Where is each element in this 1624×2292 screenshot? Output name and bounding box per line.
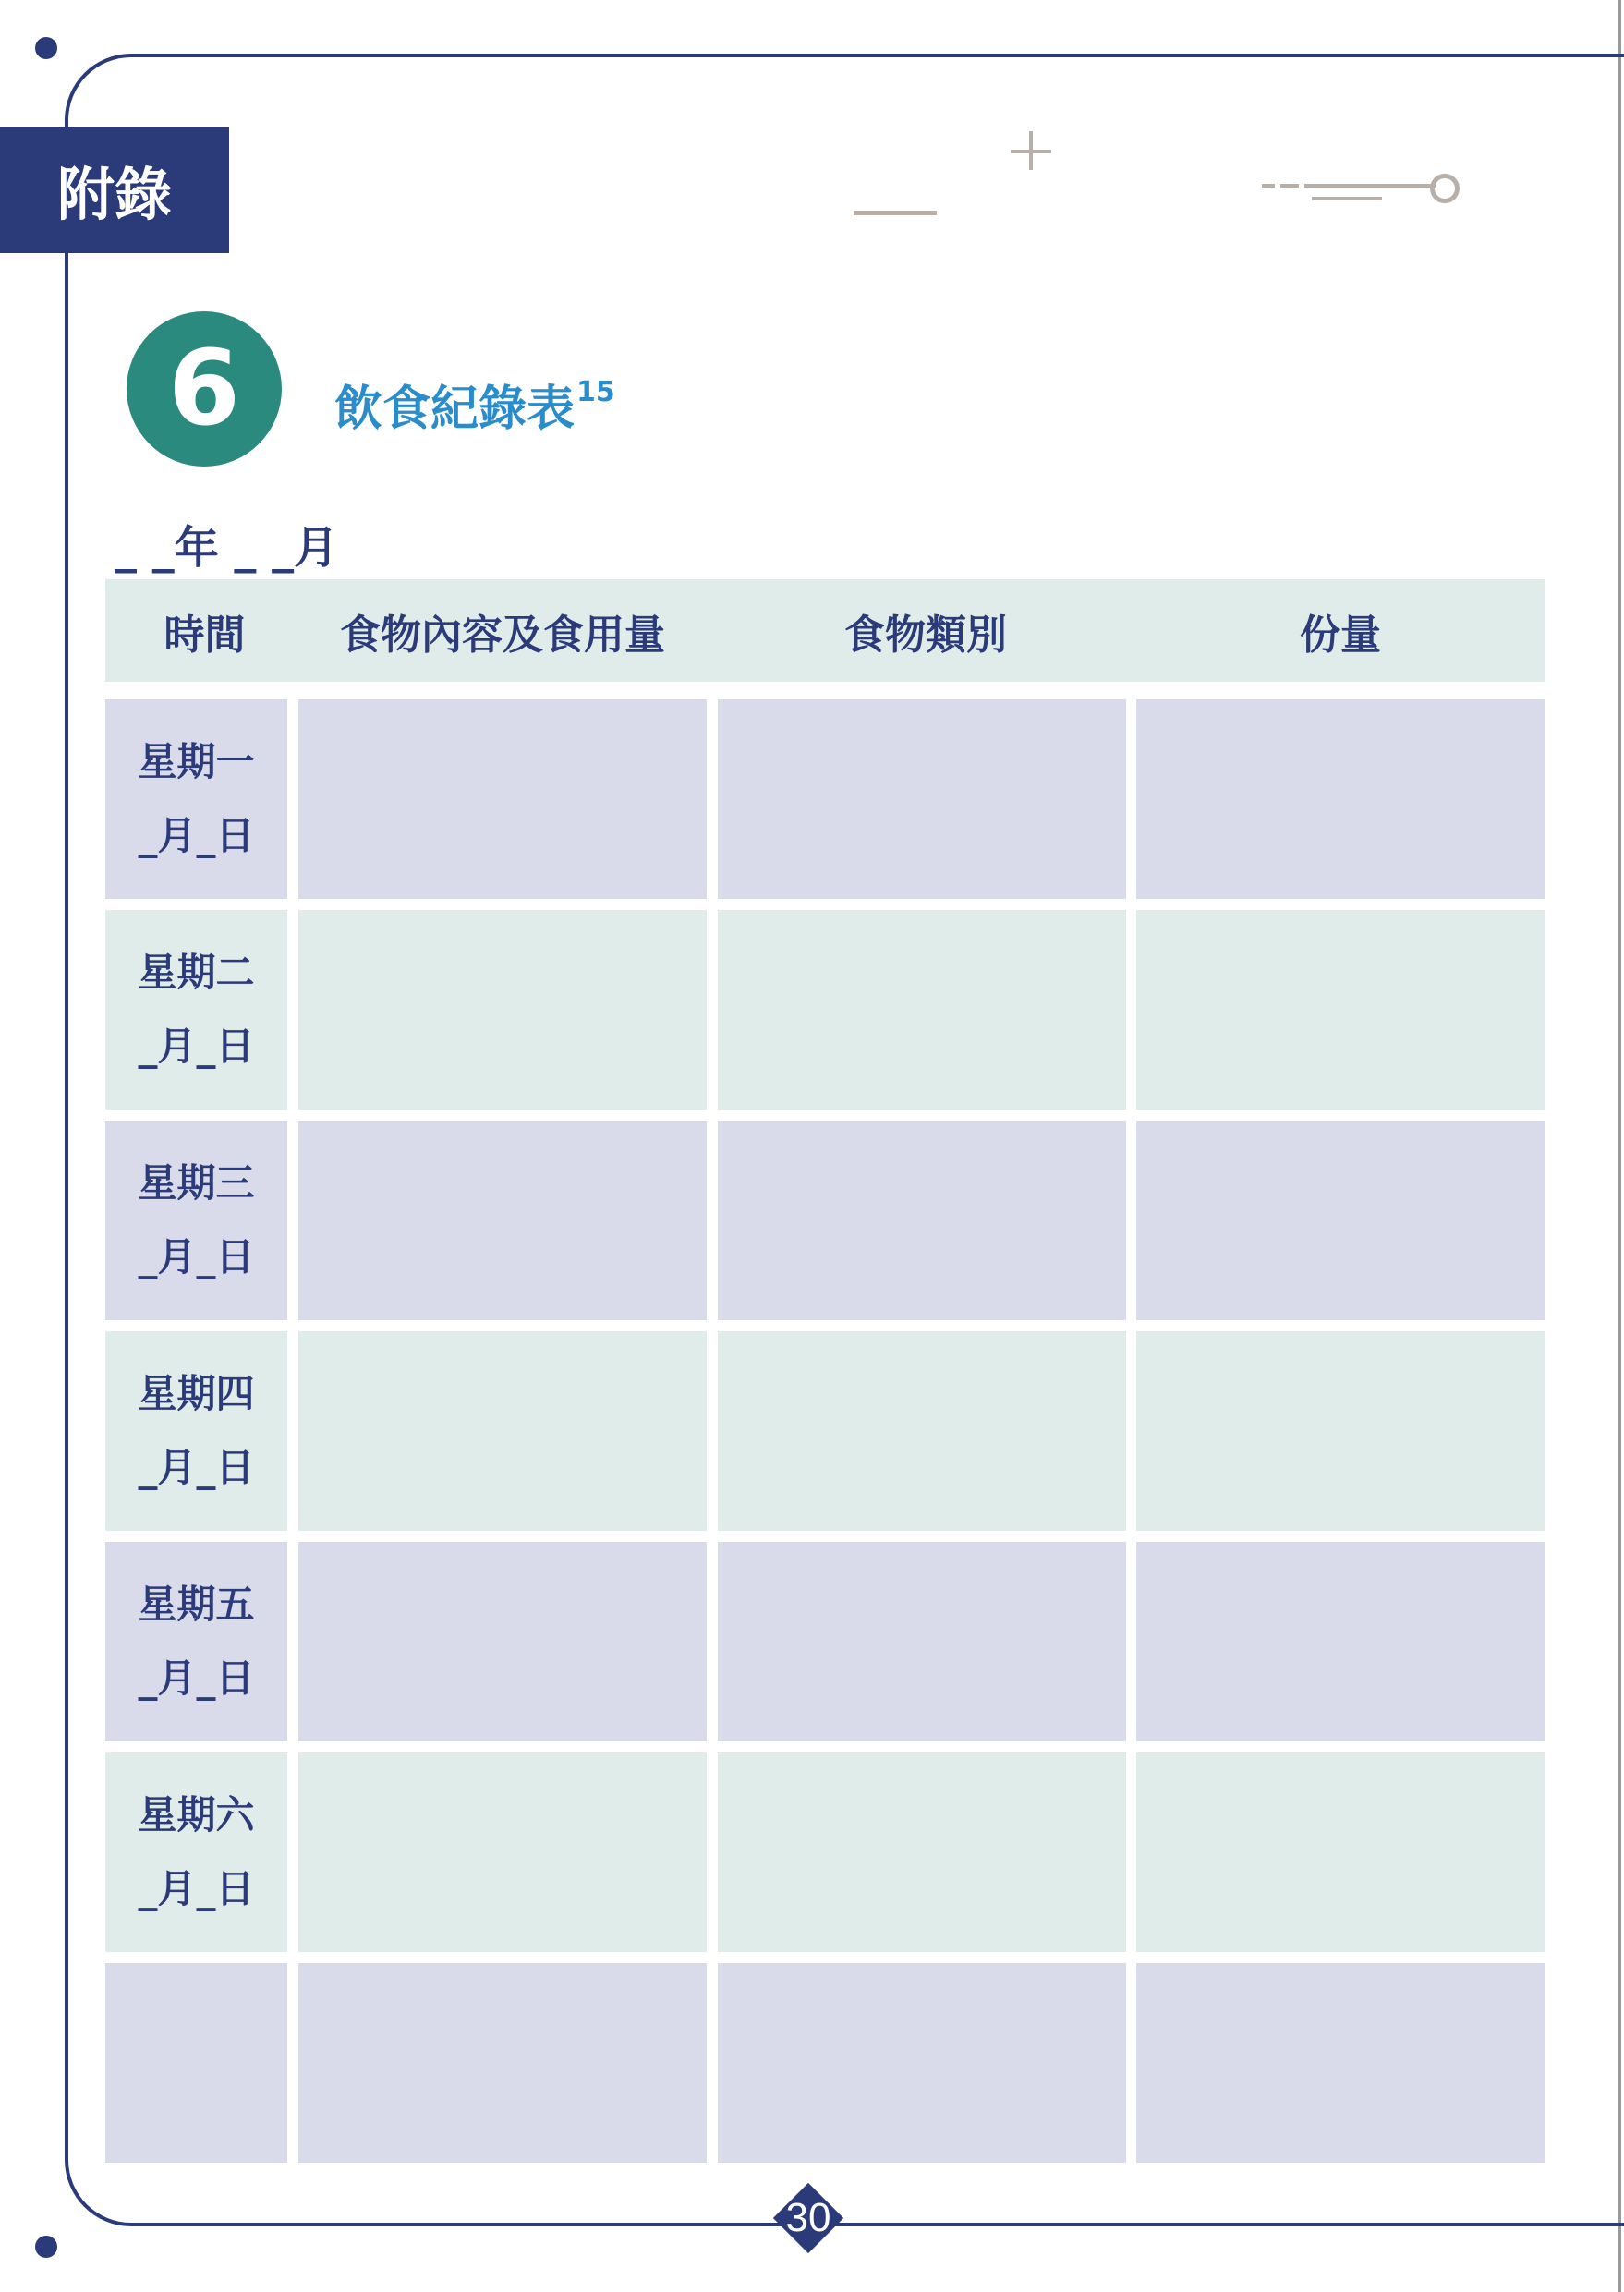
food-category-cell xyxy=(718,1121,1126,1320)
day-label: 星期六 xyxy=(138,1792,255,1837)
portion-cell xyxy=(1136,1331,1545,1531)
day-label: 星期一 xyxy=(138,739,255,784)
food-category-cell xyxy=(718,699,1126,899)
portion-cell xyxy=(1136,1121,1545,1320)
header-time: 時間 xyxy=(164,611,246,659)
table-row-day-cell xyxy=(105,910,287,1110)
deco-circle xyxy=(1430,174,1460,203)
appendix-tab: 附錄 xyxy=(0,127,229,253)
table-row-day-cell xyxy=(105,699,287,899)
food-content-cell xyxy=(298,1963,707,2163)
food-category-cell xyxy=(718,1752,1126,1952)
food-category-cell xyxy=(718,1331,1126,1531)
date-label: _月_日 xyxy=(138,1655,255,1701)
portion-cell xyxy=(1136,1752,1545,1952)
table-row-day-cell xyxy=(105,1542,287,1741)
food-category-cell xyxy=(718,1542,1126,1741)
deco-dash-small xyxy=(1262,184,1275,188)
food-content-cell xyxy=(298,1542,707,1741)
frame-dot-top xyxy=(35,37,57,59)
deco-cross-h xyxy=(1011,150,1051,153)
date-label: _月_日 xyxy=(138,1024,255,1069)
food-content-cell xyxy=(298,1331,707,1531)
food-content-cell xyxy=(298,699,707,899)
portion-cell xyxy=(1136,699,1545,899)
date-label: _月_日 xyxy=(138,1234,255,1279)
page-title xyxy=(334,370,615,439)
table-row-day-cell xyxy=(105,1963,287,2163)
day-label: 星期五 xyxy=(138,1582,255,1627)
year-month-field: _ _年 _ _月 xyxy=(115,522,339,574)
deco-line-short xyxy=(1312,197,1382,200)
date-label: _月_日 xyxy=(138,1445,255,1490)
food-content-cell xyxy=(298,910,707,1110)
title-text: 飲食紀錄表 xyxy=(334,382,576,437)
table-row-day-cell xyxy=(105,1121,287,1320)
header-food-content: 食物內容及食用量 xyxy=(340,611,665,659)
deco-dash xyxy=(854,211,937,215)
page-number: 30 xyxy=(785,2195,831,2240)
table-row-day-cell xyxy=(105,1331,287,1531)
date-label: _月_日 xyxy=(138,1866,255,1911)
day-label: 星期四 xyxy=(138,1371,255,1416)
frame-dot-bottom xyxy=(35,2236,57,2258)
food-category-cell xyxy=(718,910,1126,1110)
header-food-category: 食物類別 xyxy=(844,611,1007,659)
food-content-cell xyxy=(298,1121,707,1320)
day-label: 星期二 xyxy=(138,950,255,995)
food-category-cell xyxy=(718,1963,1126,2163)
header-portion: 份量 xyxy=(1300,611,1381,659)
title-footnote: 15 xyxy=(576,376,615,408)
date-label: _月_日 xyxy=(138,813,255,858)
portion-cell xyxy=(1136,1963,1545,2163)
table-row-day-cell xyxy=(105,1752,287,1952)
day-label: 星期三 xyxy=(138,1160,255,1206)
portion-cell xyxy=(1136,1542,1545,1741)
deco-line-long xyxy=(1304,184,1436,188)
food-content-cell xyxy=(298,1752,707,1952)
section-number-badge: 6 xyxy=(127,311,282,467)
portion-cell xyxy=(1136,910,1545,1110)
deco-dash-small xyxy=(1280,184,1299,188)
